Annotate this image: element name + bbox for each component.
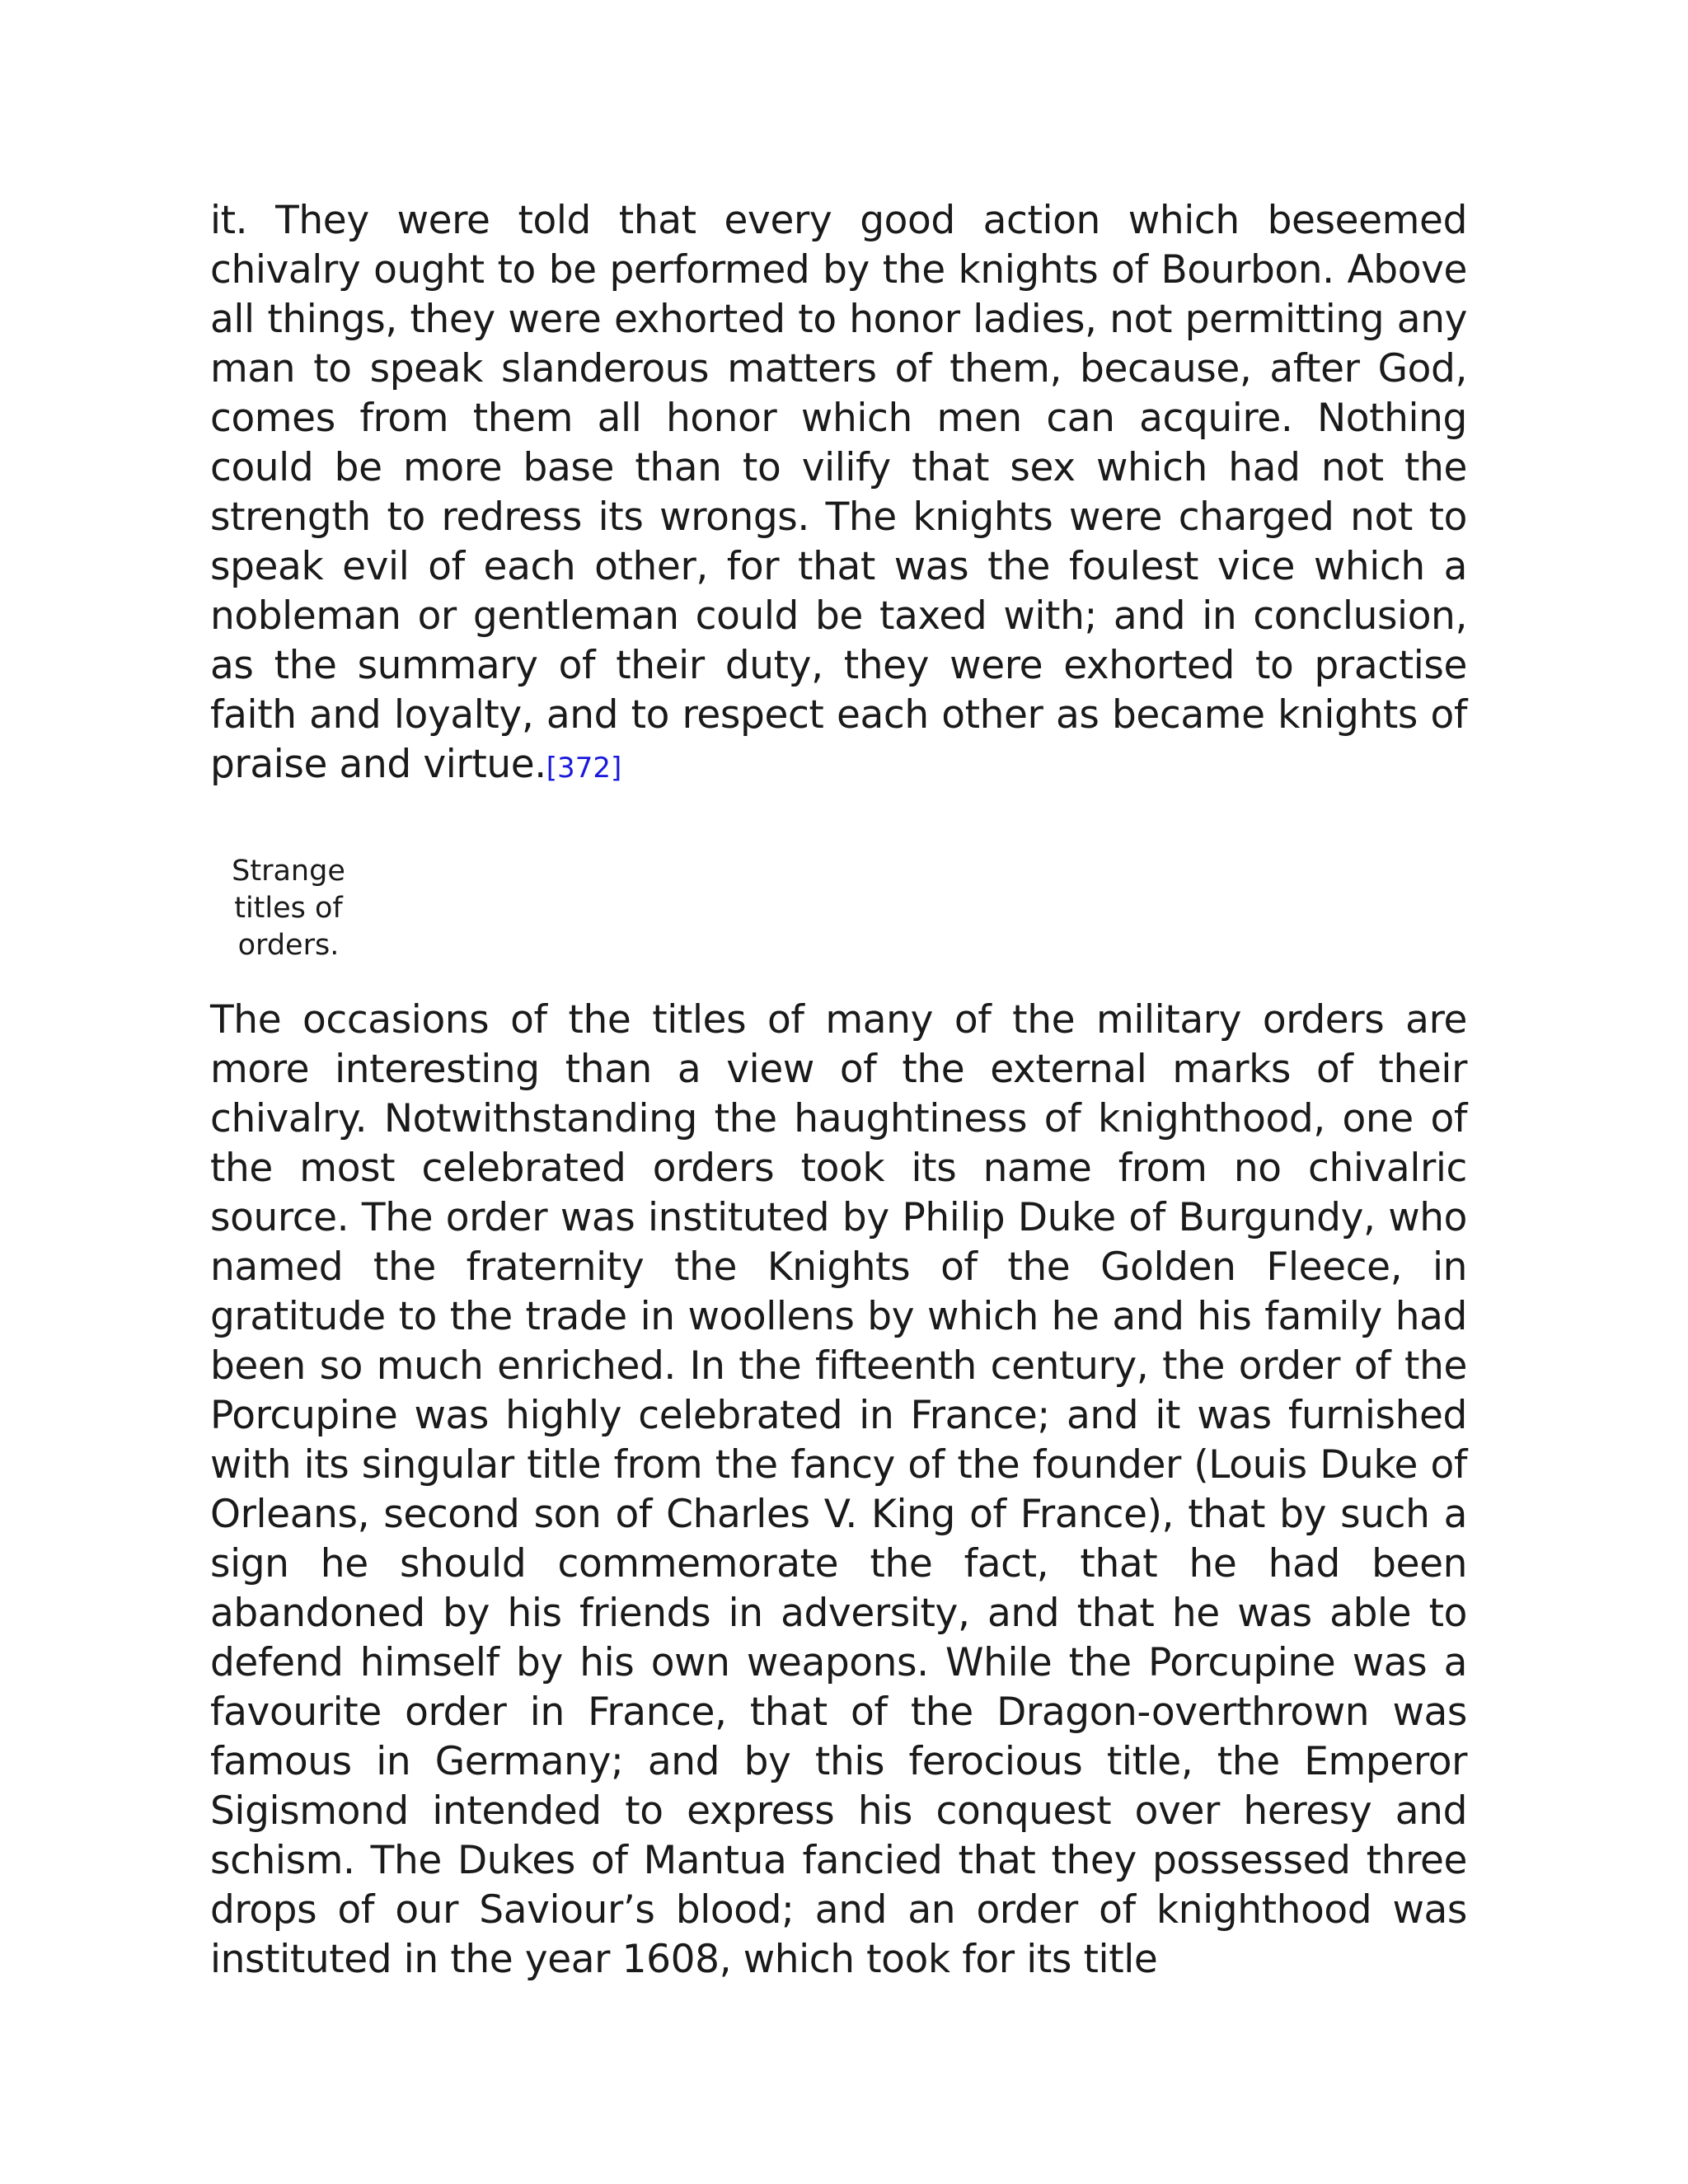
paragraph-orders: The occasions of the titles of many of the military orders are more interesting than a view of the external marks of their chivalry. Notwithstanding the haughtiness of knighthood, one of the most celebrated orders took its name from no chivalric source. The order was instituted by Philip Duke of Burgundy, who named the fraternity the Knights of the Golden Fleece, in gratitude to the trade in woollens by which he and his family had been so much enriched. In the fifteenth century, the order of the Porcupine was highly celebrated in France; and it was furnished with its singular title from the fancy of the founder (Louis Duke of Orleans, second son of Charles V. King of France), that by such a sign he should commemorate the fact, that he had been abandoned by his friends in adversity, and that he was able to defend himself by his own weapons. While the Porcupine was a favourite order in France, that of the Dragon-overthrown was famous in Germany; and by this ferocious title, the Emperor Sigismond intended to express his conquest over heresy and schism. The Dukes of Mantua fancied that they possessed three drops of our Saviour’s blood; and an order of knighthood was instituted in the year 1608, which took for its title xyxy=(210,997,1467,1982)
footnote-link-372[interactable]: [372] xyxy=(546,752,622,785)
text-block-bottom xyxy=(210,996,1467,1985)
text-block-top xyxy=(210,196,1467,793)
paragraph-text: it. They were told that every good action which beseemed chivalry ought to be performed by the knights of Bourbon. Above all things, they were exhorted to honor ladies, not permitting any man to speak slanderous matters of them, because, after God, comes from them all honor which men can acquire. Nothing could be more base than to vilify that sex which had not the strength to redress its wrongs. The knights were charged not to speak evil of each other, for that was the foulest vice which a nobleman or gentleman could be taxed with; and in conclusion, as the summary of their duty, they were exhorted to practise faith and loyalty, and to respect each other as became knights of praise and virtue. xyxy=(210,198,1467,787)
margin-note: Strange titles of orders. xyxy=(232,855,345,962)
paragraph-continuation xyxy=(210,196,1467,793)
